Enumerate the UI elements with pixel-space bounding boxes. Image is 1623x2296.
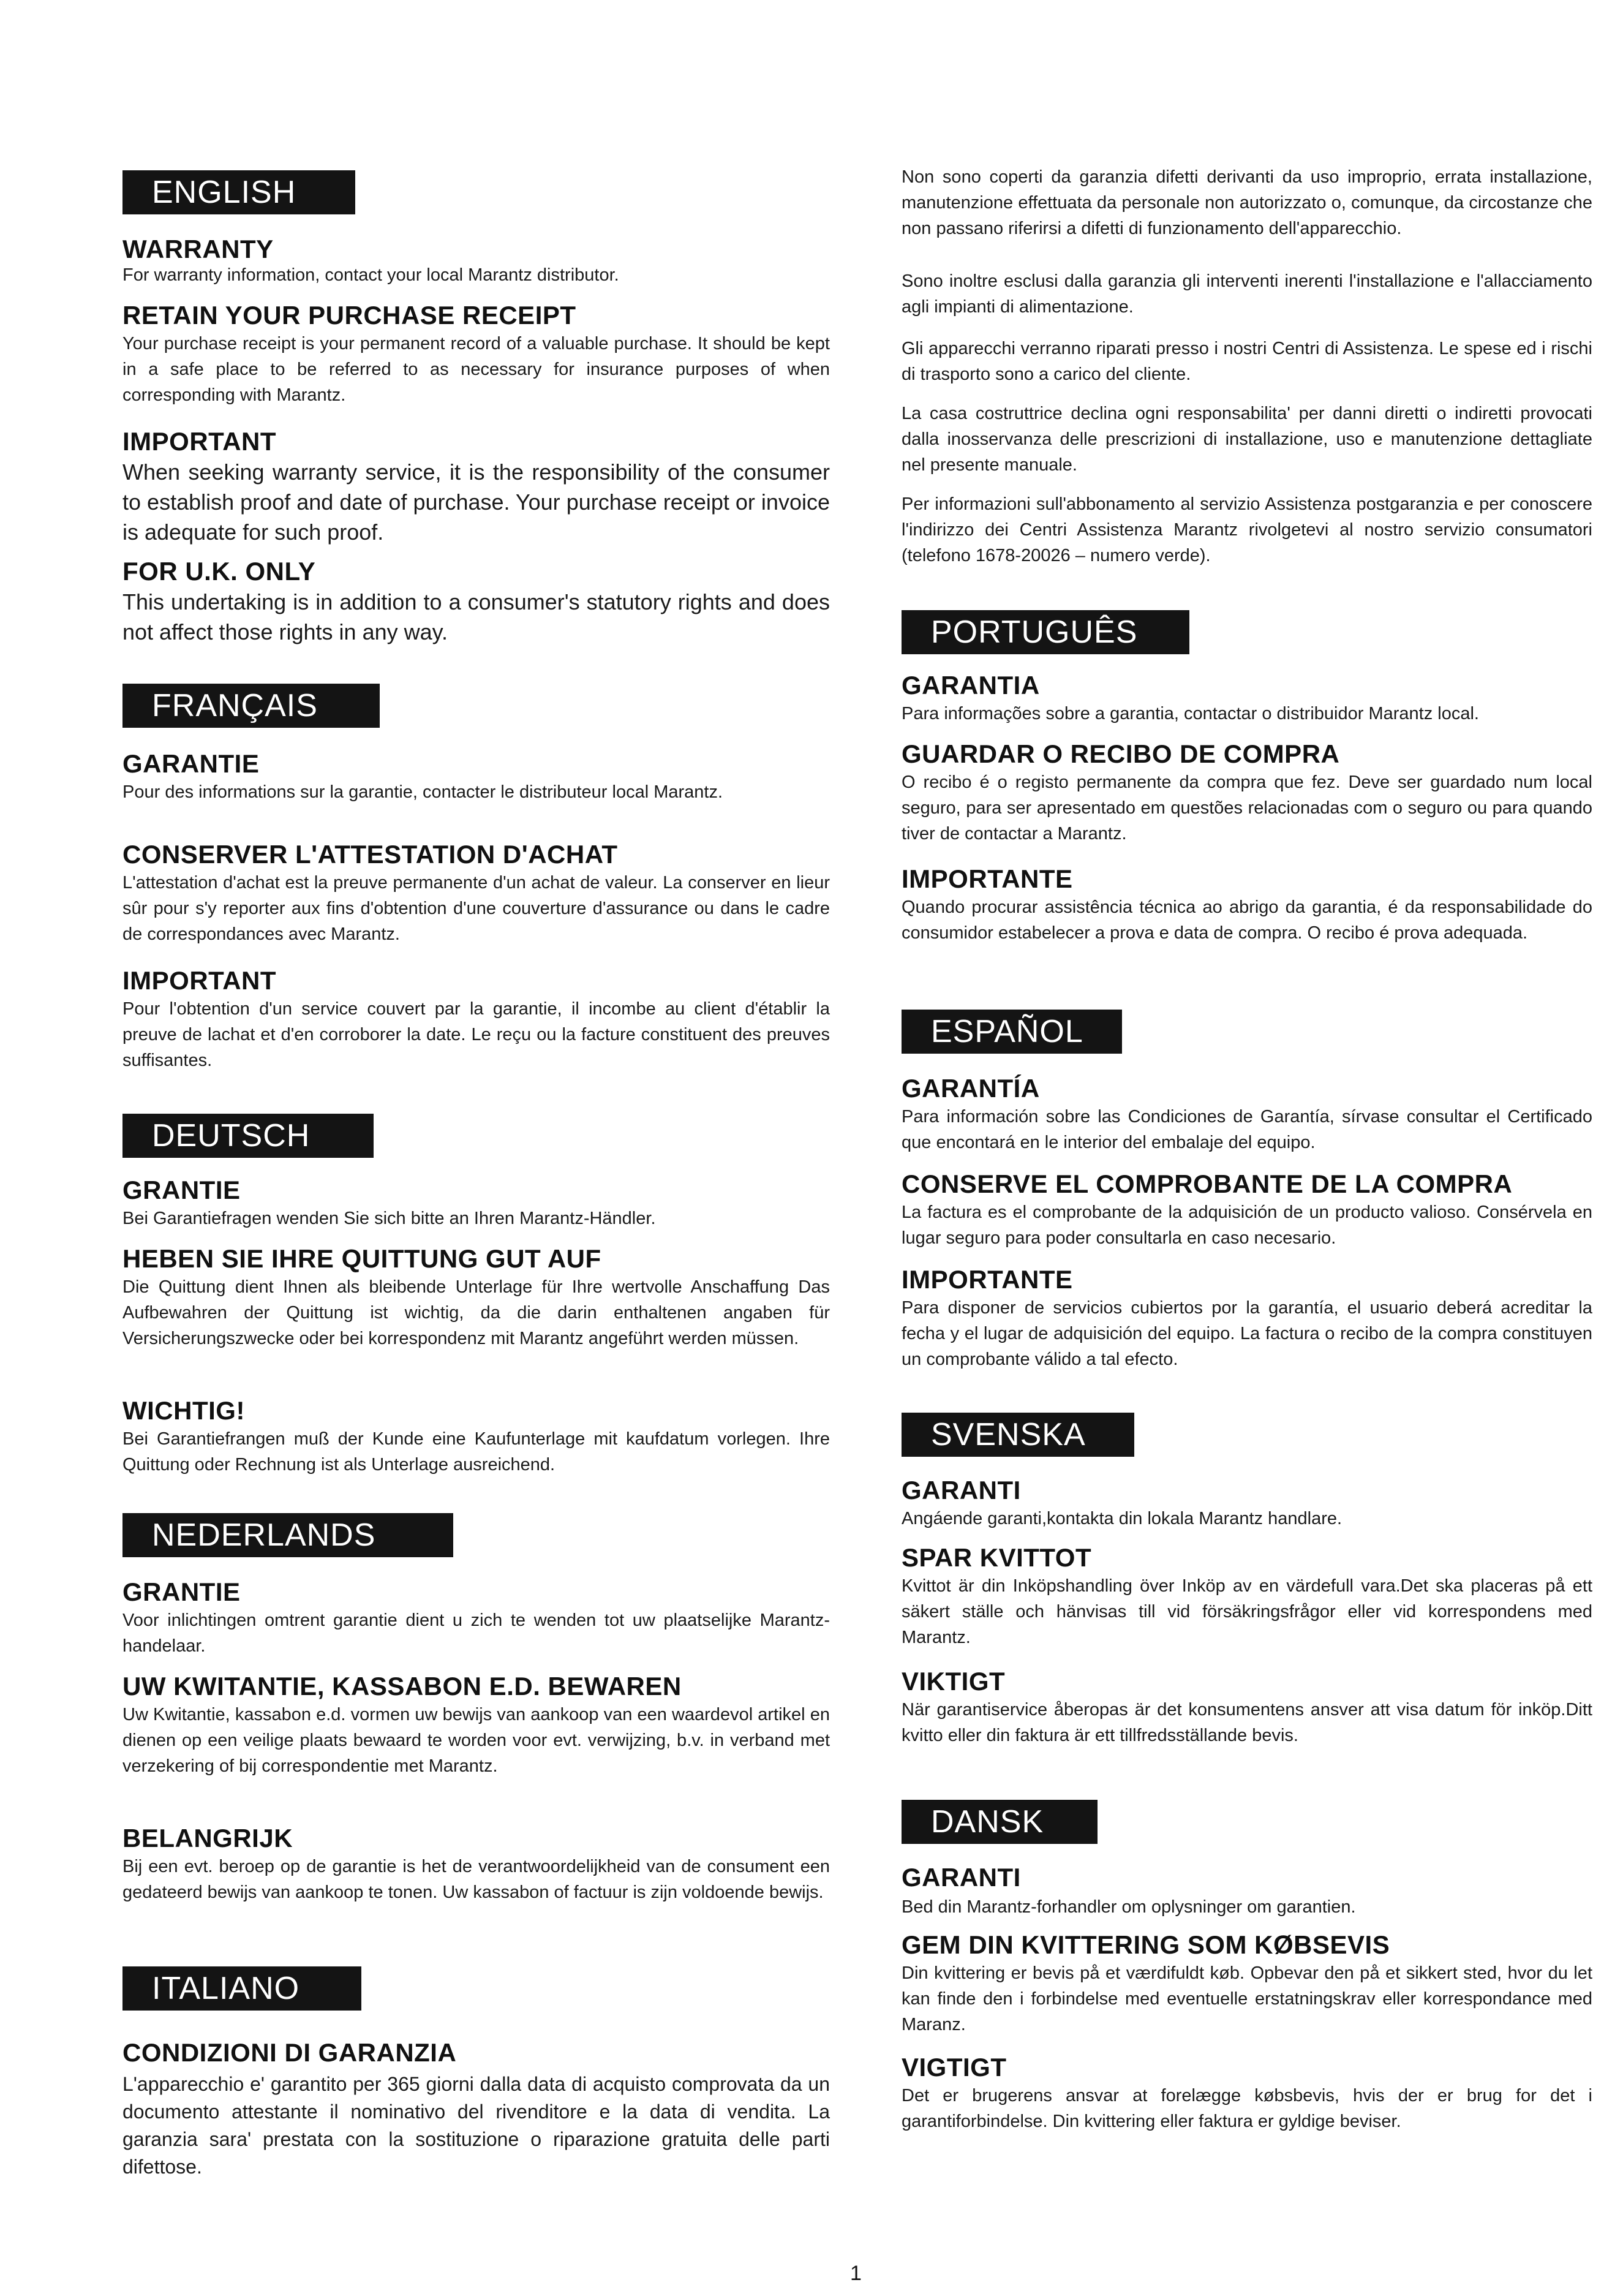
- espanol-comprobante-heading: CONSERVE EL COMPROBANTE DE LA COMPRA: [902, 1169, 1513, 1198]
- espanol-comprobante-text: La factura es el comprobante de la adquisición de un producto valioso. Consérvela en lugar seguro para poder consultarla en caso necesario.: [902, 1203, 1592, 1248]
- dansk-garanti-heading: GARANTI: [902, 1863, 1021, 1892]
- portugues-recibo-heading: GUARDAR O RECIBO DE COMPRA: [902, 739, 1340, 768]
- page-number: 1: [850, 2262, 862, 2285]
- svenska-viktigt-heading: VIKTIGT: [902, 1667, 1006, 1696]
- deutsch-quittung-text: Die Quittung dient Ihnen als bleibende Unterlage für Ihre wertvolle Anschaffung Das Aufbewahren der Quittung ist wichtig, da die darin enthaltenen angaben für Versicherungszwecke oder bei korrespondenz mit Marantz angeführt werden müssen.: [122, 1277, 830, 1348]
- nederlands-belangrijk-text: Bij een evt. beroep op de garantie is het de verantwoordelijkheid van de consument een gedateerd bewijs van aankoop te tonen. Uw kassabon of factuur is zijn voldoende bewijs.: [122, 1857, 830, 1902]
- espanol-importante-heading: IMPORTANTE: [902, 1265, 1073, 1294]
- dansk-kvittering-heading: GEM DIN KVITTERING SOM KØBSEVIS: [902, 1930, 1390, 1959]
- dansk-kvittering-text: Din kvittering er bevis på et værdifuldt køb. Opbevar den på et sikkert sted, hvor du let kan finde den i forbindelse med eventuelle erstatningskrav eller korrespondance med Maranz.: [902, 1963, 1592, 2034]
- nederlands-banner: NEDERLANDS: [122, 1513, 453, 1557]
- francais-attestation-text: L'attestation d'achat est la preuve permanente d'un achat de valeur. La conserver en lieur sûr pour s'y reporter aux fins d'obtention d'une couverture d'assurance ou dans le cadre de correspondances avec Marantz.: [122, 873, 830, 944]
- espanol-importante-text: Para disponer de servicios cubiertos por la garantía, el usuario deberá acreditar la fecha y el lugar de adquisición del equipo. La factura o recibo de la compra constituyen un comprobante válido a tal efecto.: [902, 1298, 1592, 1369]
- svenska-garanti-text: Angáende garanti,kontakta din lokala Marantz handlare.: [902, 1509, 1342, 1528]
- italiano-paragraph-5: Per informazioni sull'abbonamento al servizio Assistenza postgaranzia e per conoscere l'indirizzo dei Centri Assistenza Marantz rivolgetevi al nostro servizio consumatori (telefono 1678-20026 – numero verde).: [902, 494, 1592, 565]
- portugues-importante-heading: IMPORTANTE: [902, 864, 1073, 893]
- italiano-banner: ITALIANO: [122, 1966, 361, 2011]
- svenska-banner: SVENSKA: [902, 1413, 1134, 1457]
- nederlands-kwitantie-heading: UW KWITANTIE, KASSABON E.D. BEWAREN: [122, 1672, 682, 1701]
- english-receipt-heading: RETAIN YOUR PURCHASE RECEIPT: [122, 301, 576, 330]
- italiano-paragraph-3: Gli apparecchi verranno riparati presso i nostri Centri di Assistenza. Le spese ed i rischi di trasporto sono a carico del cliente.: [902, 339, 1592, 384]
- deutsch-grantie-text: Bei Garantiefragen wenden Sie sich bitte an Ihren Marantz-Händler.: [122, 1209, 656, 1228]
- svenska-garanti-heading: GARANTI: [902, 1476, 1021, 1505]
- nederlands-belangrijk-heading: BELANGRIJK: [122, 1824, 293, 1852]
- portugues-garantia-text: Para informações sobre a garantia, contactar o distribuidor Marantz local.: [902, 704, 1479, 723]
- italiano-paragraph-4: La casa costruttrice declina ogni responsabilita' per danni diretti o indiretti provocati dalla inosservanza delle prescrizioni di installazione, uso e manutenzione dettagliate nel presente manuale.: [902, 404, 1592, 475]
- english-uk-heading: FOR U.K. ONLY: [122, 557, 316, 586]
- nederlands-kwitantie-text: Uw Kwitantie, kassabon e.d. vormen uw bewijs van aankoop van een waardevol artikel en dienen op een veilige plaats bewaard te worden voor evt. verwijzing, b.v. in verband met verzekering of bij correspondentie met Marantz.: [122, 1705, 830, 1776]
- francais-important-heading: IMPORTANT: [122, 966, 277, 995]
- dansk-garanti-text: Bed din Marantz-forhandler om oplysninger om garantien.: [902, 1897, 1356, 1917]
- portugues-banner: PORTUGUÊS: [902, 610, 1189, 654]
- francais-banner: FRANÇAIS: [122, 684, 380, 728]
- portugues-recibo-text: O recibo é o registo permanente da compra que fez. Deve ser guardado num local seguro, para ser apresentado em questões relacionadas com o seguro ou para quando tiver de contactar a Marantz.: [902, 772, 1592, 844]
- english-warranty-text: For warranty information, contact your local Marantz distributor.: [122, 265, 619, 285]
- italiano-paragraph-2: Sono inoltre esclusi dalla garanzia gli interventi inerenti l'installazione e l'allacciamento agli impianti di alimentazione.: [902, 271, 1592, 317]
- italiano-condizioni-heading: CONDIZIONI DI GARANZIA: [122, 2038, 457, 2067]
- svenska-kvittot-heading: SPAR KVITTOT: [902, 1543, 1092, 1572]
- portugues-importante-text: Quando procurar assistência técnica ao abrigo da garantia, é da responsabilidade do consumidor estabelecer a prova e data de compra. O recibo é prova adequada.: [902, 897, 1592, 943]
- nederlands-grantie-text: Voor inlichtingen omtrent garantie dient u zich te wenden tot uw plaatselijke Marantz-handelaar.: [122, 1611, 830, 1656]
- espanol-garantia-heading: GARANTÍA: [902, 1074, 1040, 1103]
- english-important-heading: IMPORTANT: [122, 427, 277, 456]
- svenska-viktigt-text: När garantiservice åberopas är det konsumentens ansver att visa datum för inköp.Ditt kvitto eller din faktura är ett tillfredsställande bevis.: [902, 1700, 1592, 1745]
- espanol-garantia-text: Para información sobre las Condiciones de Garantía, sírvase consultar el Certificado que encontará en le interior del embalaje del equipo.: [902, 1107, 1592, 1152]
- english-banner: ENGLISH: [122, 170, 355, 214]
- dansk-banner: DANSK: [902, 1800, 1098, 1844]
- francais-garantie-heading: GARANTIE: [122, 749, 260, 778]
- deutsch-wichtig-heading: WICHTIG!: [122, 1396, 245, 1425]
- italiano-condizioni-text: L'apparecchio e' garantito per 365 giorni dalla data di acquisto comprovata da un documento attestante il nominativo del rivenditore e la data di vendita. La garanzia sara' prestata con la sostituzione o riparazione gratuita delle parti difettose.: [122, 2073, 830, 2178]
- espanol-banner: ESPAÑOL: [902, 1010, 1122, 1054]
- francais-important-text: Pour l'obtention d'un service couvert par la garantie, il incombe au client d'établir la preuve de lachat et d'en corroborer la date. Le reçu ou la facture constituent des preuves suffisantes.: [122, 999, 830, 1070]
- portugues-garantia-heading: GARANTIA: [902, 671, 1040, 700]
- deutsch-wichtig-text: Bei Garantiefrangen muß der Kunde eine Kaufunterlage mit kaufdatum vorlegen. Ihre Quittung oder Rechnung ist als Unterlage ausreichend.: [122, 1429, 830, 1475]
- francais-garantie-text: Pour des informations sur la garantie, contacter le distributeur local Marantz.: [122, 782, 723, 802]
- deutsch-grantie-heading: GRANTIE: [122, 1176, 241, 1204]
- nederlands-grantie-heading: GRANTIE: [122, 1577, 241, 1606]
- dansk-vigtigt-heading: VIGTIGT: [902, 2053, 1007, 2082]
- english-important-text: When seeking warranty service, it is the responsibility of the consumer to establish proof and date of purchase. Your purchase receipt or invoice is adequate for such proof.: [122, 459, 830, 545]
- english-uk-text: This undertaking is in addition to a consumer's statutory rights and does not affect those rights in any way.: [122, 589, 830, 644]
- dansk-vigtigt-text: Det er brugerens ansvar at forelægge købsbevis, hvis der er brug for det i garantiforbindelse. Din kvittering eller faktura er gyldige beviser.: [902, 2086, 1592, 2131]
- deutsch-banner: DEUTSCH: [122, 1114, 374, 1158]
- deutsch-quittung-heading: HEBEN SIE IHRE QUITTUNG GUT AUF: [122, 1244, 601, 1273]
- svenska-kvittot-text: Kvittot är din Inköpshandling över Inköp av en värdefull vara.Det ska placeras på ett säkert ställe och hänvisas till vid försäkringsfrågor eller vid korrespondens med Marantz.: [902, 1576, 1592, 1647]
- english-receipt-text: Your purchase receipt is your permanent record of a valuable purchase. It should be kept in a safe place to be referred to as necessary for insurance purposes of when corresponding with Marantz.: [122, 334, 830, 405]
- italiano-paragraph-1: Non sono coperti da garanzia difetti derivanti da uso improprio, errata installazione, manutenzione effettuata da personale non autorizzato o, comunque, da circostanze che non passano riferirsi a difetti di funzionamento dell'apparecchio.: [902, 167, 1592, 238]
- english-warranty-heading: WARRANTY: [122, 235, 274, 263]
- francais-attestation-heading: CONSERVER L'ATTESTATION D'ACHAT: [122, 840, 618, 869]
